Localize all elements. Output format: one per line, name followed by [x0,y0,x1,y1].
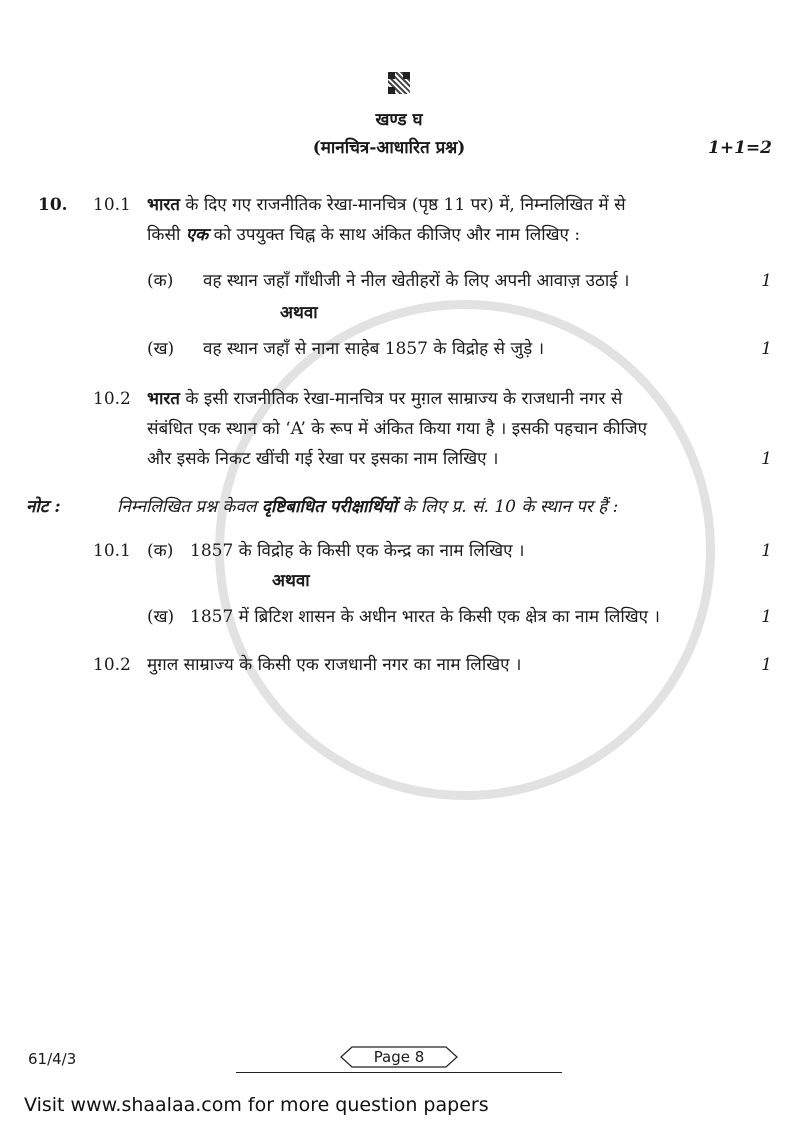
section-subtitle: (मानचित्र-आधारित प्रश्न) [312,138,466,158]
note-q1-a-text: 1857 के विद्रोह के किसी एक केन्द्र का नाम लिखिए । [190,541,525,561]
section-marks: 1+1=2 [708,138,772,158]
paper-code: 61/4/3 [28,1050,77,1068]
country-name-2: भारत [147,389,180,409]
note-text [117,492,772,522]
option-b-marks: 1 [761,339,772,359]
note-q1-b-label: (ख) [147,607,175,627]
or-label: अथवा [280,303,318,323]
q10-2-marks: 1 [761,449,772,469]
country-name: भारत [147,195,180,215]
note-q1-a-marks: 1 [761,541,772,561]
page-number: Page 8 [373,1048,425,1066]
q10-2-number: 10.2 [93,389,131,409]
q10-2-line1-text: के इसी राजनीतिक रेखा-मानचित्र पर मुग़ल साम्राज्य के राजधानी नगर से [180,389,623,409]
footer-divider [236,1072,562,1073]
question-content [26,108,772,680]
q10-1-line1 [147,190,740,220]
q10-1-line2-bold: एक [185,225,209,245]
note-q2-row [26,650,772,680]
q10-2-line1 [147,384,740,414]
note-q2-marks: 1 [761,655,772,675]
note-row [26,492,772,522]
q10-1-line2-a: किसी [147,225,186,245]
note-q2-text: मुग़ल साम्राज्य के किसी एक राजधानी नगर का नाम लिखिए । [147,655,522,675]
question-number: 10. [38,195,68,215]
option-b-text: वह स्थान जहाँ से नाना साहेब 1857 के विद्रोह से जुड़े । [203,339,545,359]
option-b-label: (ख) [147,339,175,359]
q10-1-line1-text: के दिए गए राजनीतिक रेखा-मानचित्र (पृष्ठ 11 पर) में, निम्नलिखित में से [180,195,626,215]
option-a-row [26,266,772,296]
option-b-row [26,334,772,364]
q10-1-text [147,190,748,250]
note-q2-number: 10.2 [93,655,131,675]
note-q1-b-marks: 1 [761,607,772,627]
note-q1-b-text: 1857 में ब्रिटिश शासन के अधीन भारत के किसी एक क्षेत्र का नाम लिखिए । [190,607,660,627]
page-indicator [340,1046,458,1068]
option-a-marks: 1 [761,271,772,291]
q10-2-line2: संबंधित एक स्थान को ‘A’ के रूप में अंकित किया गया है । इसकी पहचान कीजिए [147,419,648,439]
note-label: नोट : [26,497,61,517]
note-text-b: के लिए प्र. सं. 10 के स्थान पर हैं : [396,497,619,517]
footer-link[interactable]: Visit www.shaalaa.com for more question papers [24,1094,489,1116]
note-text-bold: दृष्टिबाधित परीक्षार्थियों [261,497,397,517]
q10-1-line2 [147,220,740,250]
note-q1-a-row [26,536,772,566]
note-q1-number: 10.1 [93,541,131,561]
note-or-label: अथवा [272,571,310,591]
q10-2-line3: और इसके निकट खींची गई रेखा पर इसका नाम लिखिए । [147,449,499,469]
q10-1-row [26,190,772,250]
q10-1-line2-b: को उपयुक्त चिह्न के साथ अंकित कीजिए और नाम लिखिए : [208,225,581,245]
section-title: खण्ड घ [375,110,423,130]
option-a-text: वह स्थान जहाँ गाँधीजी ने नील खेतीहरों के लिए अपनी आवाज़ उठाई । [203,271,630,291]
q10-2-row [26,384,772,474]
q10-1-number: 10.1 [93,195,131,215]
note-text-a: निम्नलिखित प्रश्न केवल [117,497,262,517]
section-header [26,136,772,160]
qr-code-icon [388,72,410,94]
note-q1-a-label: (क) [147,541,174,561]
note-q1-b-row [26,602,772,632]
option-a-label: (क) [147,271,174,291]
